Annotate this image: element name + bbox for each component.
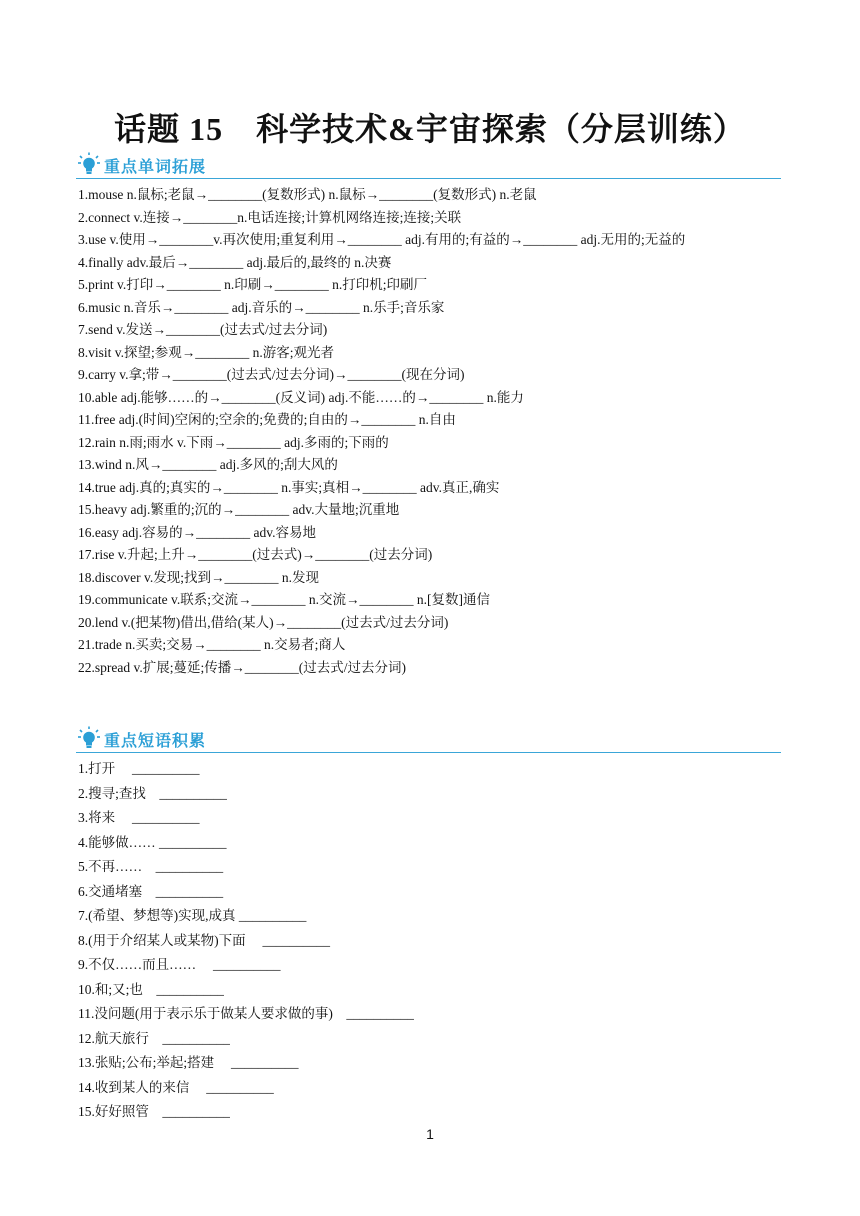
list-item: 22.spread v.扩展;蔓延;传播→________(过去式/过去分词)	[78, 659, 406, 675]
list-item: 1.mouse n.鼠标;老鼠→________(复数形式) n.鼠标→________(复数形式) n.老鼠	[78, 187, 537, 202]
list-item: 15.heavy adj.繁重的;沉的→________ adv.大量地;沉重地	[78, 502, 400, 517]
section-header-phrases	[76, 726, 781, 753]
list-item: 1.打开 __________	[78, 761, 200, 776]
lightbulb-icon	[78, 726, 100, 750]
list-item: 11.free adj.(时间)空闲的;空余的;免费的;自由的→________ n.自由	[78, 412, 456, 427]
list-item: 16.easy adj.容易的→________ adv.容易地	[78, 524, 316, 540]
page-title: 话题 15 科学技术&宇宙探索（分层训练）	[114, 111, 746, 147]
list-item: 5.print v.打印→________ n.印刷→________ n.打印机;印刷厂	[78, 277, 427, 292]
list-item: 14.true adj.真的;真实的→________ n.事实;真相→________ adv.真正,确实	[78, 479, 500, 495]
list-item: 20.lend v.(把某物)借出,借给(某人)→________(过去式/过去分词)	[78, 614, 449, 630]
list-item: 21.trade n.买卖;交易→________ n.交易者;商人	[78, 637, 346, 652]
list-item: 17.rise v.升起;上升→________(过去式)→________(过去分词)	[78, 547, 433, 562]
list-item: 8.visit v.探望;参观→________ n.游客;观光者	[78, 344, 335, 360]
list-item: 19.communicate v.联系;交流→________ n.交流→________ n.[复数]通信	[78, 592, 490, 607]
lightbulb-icon	[78, 152, 100, 176]
phrase-list	[78, 757, 414, 1125]
word-expansion-list	[78, 184, 685, 679]
section-heading: 重点单词拓展	[104, 157, 207, 176]
list-item: 5.不再…… __________	[78, 859, 224, 874]
list-item: 2.connect v.连接→________n.电话连接;计算机网络连接;连接;关联	[78, 209, 462, 225]
list-item: 11.没问题(用于表示乐于做某人要求做的事) __________	[78, 1006, 414, 1021]
list-item: 8.(用于介绍某人或某物)下面 __________	[78, 932, 330, 948]
section-header-words	[76, 152, 781, 179]
page-number: 1	[426, 1126, 434, 1142]
list-item: 10.able adj.能够……的→________(反义词) adj.不能……的→________ n.能力	[78, 389, 524, 405]
list-item: 9.不仅……而且…… __________	[78, 957, 281, 972]
list-item: 12.航天旅行 __________	[78, 1030, 230, 1046]
list-item: 9.carry v.拿;带→________(过去式/过去分词)→________(现在分词)	[78, 367, 465, 382]
list-item: 4.能够做…… __________	[78, 834, 227, 850]
list-item: 13.张贴;公布;举起;搭建 __________	[78, 1055, 299, 1070]
list-item: 13.wind n.风→________ adj.多风的;刮大风的	[78, 457, 338, 472]
list-item: 12.rain n.雨;雨水 v.下雨→________ adj.多雨的;下雨的	[78, 434, 389, 450]
list-item: 3.use v.使用→________v.再次使用;重复利用→________ adj.有用的;有益的→________ adj.无用的;无益的	[78, 232, 686, 247]
list-item: 10.和;又;也 __________	[78, 981, 224, 997]
list-item: 7.(希望、梦想等)实现,成真 __________	[78, 908, 307, 923]
list-item: 15.好好照管 __________	[78, 1104, 230, 1119]
list-item: 4.finally adv.最后→________ adj.最后的,最终的 n.决赛	[78, 254, 392, 270]
list-item: 6.交通堵塞 __________	[78, 883, 224, 899]
list-item: 2.搜寻;查找 __________	[78, 785, 227, 801]
list-item: 6.music n.音乐→________ adj.音乐的→________ n.乐手;音乐家	[78, 299, 445, 315]
list-item: 3.将来 __________	[78, 810, 200, 825]
section-heading: 重点短语积累	[104, 731, 207, 750]
list-item: 18.discover v.发现;找到→________ n.发现	[78, 569, 319, 585]
list-item: 14.收到某人的来信 __________	[78, 1079, 274, 1095]
list-item: 7.send v.发送→________(过去式/过去分词)	[78, 322, 328, 337]
